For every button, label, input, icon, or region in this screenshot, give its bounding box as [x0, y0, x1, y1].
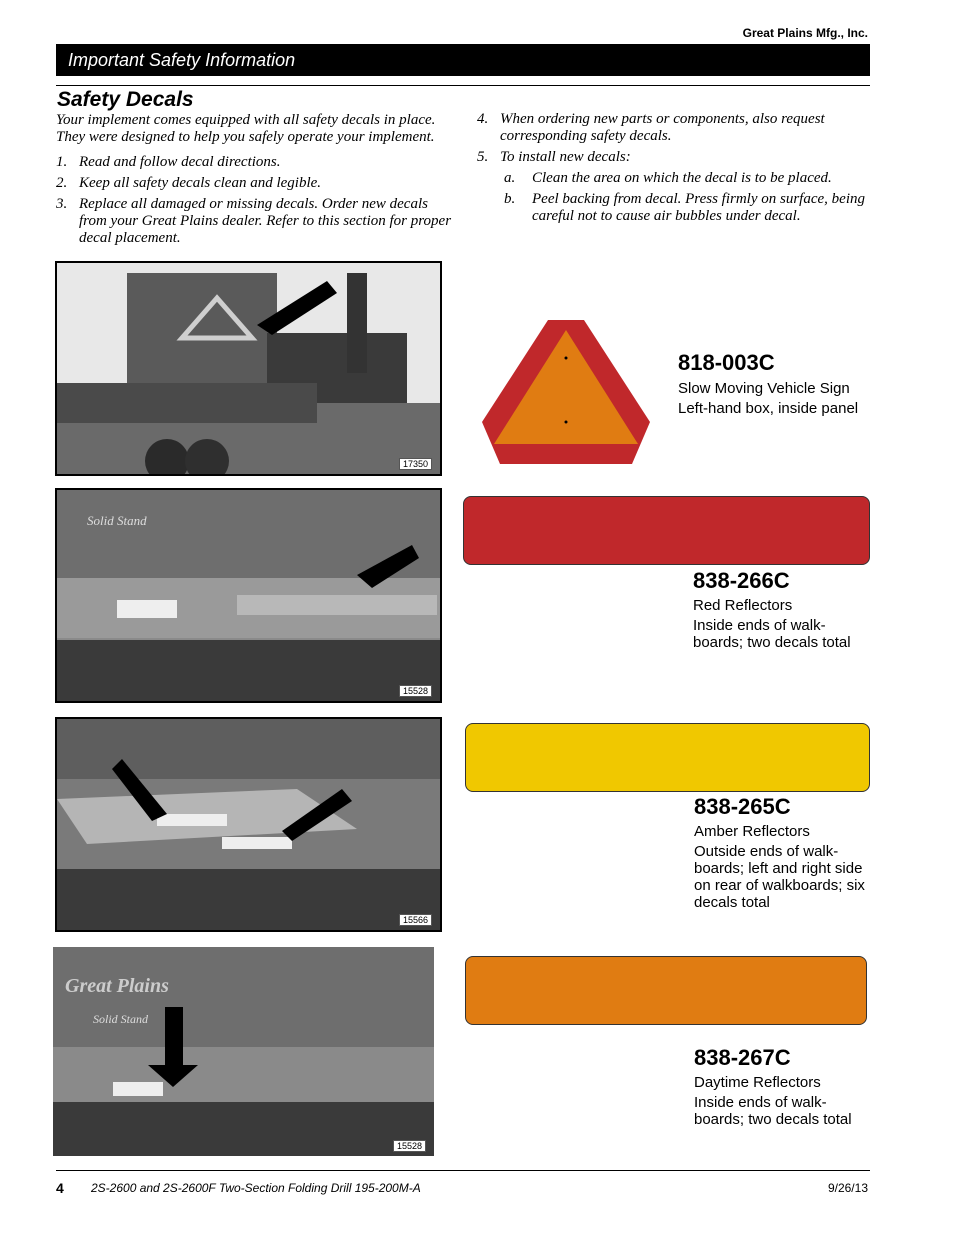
decal-location: Left-hand box, inside panel — [678, 400, 859, 417]
brand-badge: Great Plains — [65, 975, 169, 997]
model-badge: Solid Stand — [87, 513, 147, 528]
figure-number: 15566 — [399, 914, 432, 926]
decal-name: Red Reflectors — [693, 597, 793, 614]
page-title: Safety Decals — [57, 88, 194, 111]
daytime-reflector-strip — [465, 956, 867, 1025]
model-badge: Solid Stand — [93, 1012, 149, 1026]
substep-a: a. Clean the area on which the decal is to be placed. — [504, 170, 832, 186]
decal-4-info — [694, 1045, 864, 1128]
company-name: Great Plains Mfg., Inc. — [742, 26, 868, 40]
step-1: 1. Read and follow decal directions. — [56, 154, 281, 170]
step-4: 4. When ordering new parts or components, also request corresponding safety decals. — [477, 111, 825, 144]
figure-number: 17350 — [399, 458, 432, 470]
photo-smv-location — [55, 261, 442, 476]
steps-right — [477, 111, 873, 225]
section-rule — [56, 85, 870, 86]
decal-location: Inside ends of walk-boards; two decals total — [693, 617, 851, 651]
red-reflector-strip — [463, 496, 870, 565]
decal-name: Amber Reflectors — [694, 823, 810, 840]
decal-code: 818-003C — [678, 350, 775, 375]
decal-name: Slow Moving Vehicle Sign — [678, 380, 850, 397]
steps-left — [56, 150, 452, 251]
footer-rule — [56, 1170, 870, 1171]
page-number: 4 — [56, 1180, 64, 1196]
footer-date: 9/26/13 — [827, 1181, 868, 1195]
footer-document-title: 2S-2600 and 2S-2600F Two-Section Folding Drill 195-200M-A — [91, 1181, 421, 1195]
decal-code: 838-266C — [693, 568, 790, 593]
step-3: 3. Replace all damaged or missing decals. Order new decals from your Great Plains dealer. Refer to this section for proper decal placement. — [56, 196, 452, 246]
step-2: 2. Keep all safety decals clean and legible. — [56, 175, 322, 191]
decal-name: Daytime Reflectors — [694, 1074, 821, 1091]
amber-reflector-strip — [465, 723, 870, 792]
intro-paragraph: Your implement comes equipped with all safety decals in place. They were designed to help you safely operate your implement. — [56, 112, 436, 145]
step-5: 5. To install new decals: — [477, 149, 631, 165]
figure-number: 15528 — [393, 1140, 426, 1152]
figure-number: 15528 — [399, 685, 432, 697]
decal-code: 838-265C — [694, 794, 791, 819]
decal-location: Outside ends of walk-boards; left and right side on rear of walkboards; six decals total — [694, 843, 865, 911]
decal-2-info — [693, 568, 863, 651]
section-title: Important Safety Information — [68, 50, 296, 70]
decal-1-info — [678, 350, 858, 417]
photo-amber-reflector-location — [55, 717, 442, 932]
photo-daytime-reflector-location — [53, 947, 434, 1156]
decal-3-info — [694, 794, 866, 911]
photo-red-reflector-location — [55, 488, 442, 703]
decal-location: Inside ends of walk-boards; two decals total — [694, 1094, 852, 1128]
decal-code: 838-267C — [694, 1045, 791, 1070]
substep-b: b. Peel backing from decal. Press firmly on surface, being careful not to cause air bubbles under decal. — [504, 191, 865, 224]
smv-sign-icon — [480, 318, 652, 468]
